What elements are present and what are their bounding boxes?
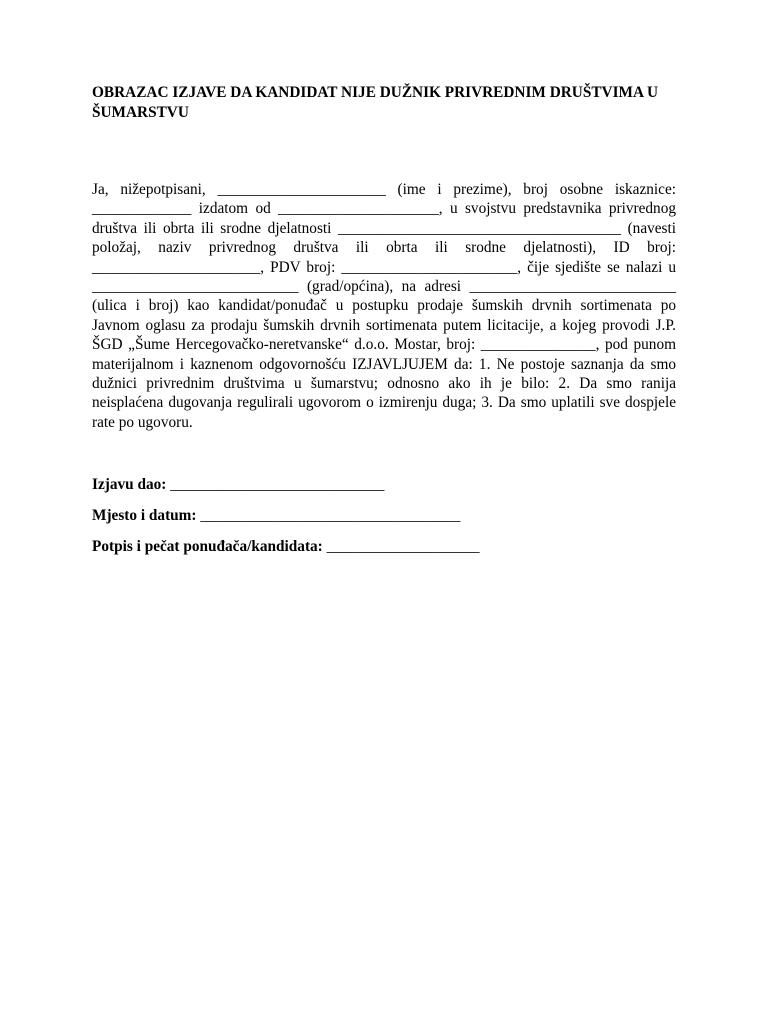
signature-section bbox=[92, 475, 676, 556]
declaration-line: (ulica i broj) kao kandidat/ponuđač u postupku prodaje šumskih drvnih sortimenata po bbox=[92, 297, 676, 315]
declaration-line: rate po ugovoru. bbox=[92, 413, 193, 431]
signature-label: Potpis i pečat ponuđača/kandidata: bbox=[92, 538, 323, 556]
signature-field-declarant bbox=[92, 475, 676, 494]
declaration-line: ______________________, PDV broj: _______________________, čije sjedište se nalazi u bbox=[92, 258, 676, 276]
declaration-line: ŠGD „Šume Hercegovačko-neretvanske“ d.o.o. Mostar, broj: _______________, pod punom bbox=[92, 336, 676, 354]
signature-label: Izjavu dao: bbox=[92, 476, 167, 494]
signature-blank: ____________________ bbox=[326, 538, 480, 556]
declaration-line: ___________________________ (grad/općina), na adresi ___________________________ bbox=[92, 278, 676, 296]
declaration-line: _____________ izdatom od _____________________, u svojstvu predstavnika privrednog bbox=[92, 200, 676, 218]
declaration-line: materijalnom i kaznenom odgovornošću IZJAVLJUJEM da: 1. Ne postoje saznanja da smo bbox=[92, 355, 676, 373]
declaration-body bbox=[92, 180, 676, 432]
signature-field-stamp bbox=[92, 537, 676, 556]
declaration-line: položaj, naziv privrednog društva ili obrta ili srodne djelatnosti), ID broj: bbox=[92, 239, 676, 257]
declaration-line: Javnom oglasu za prodaju šumskih drvnih sortimenata putem licitacije, a kojeg provodi J.P. bbox=[92, 316, 676, 334]
signature-label: Mjesto i datum: bbox=[92, 507, 197, 525]
signature-field-place-date bbox=[92, 506, 676, 525]
declaration-line: društva ili obrta ili srodne djelatnosti _____________________________________ (navesti bbox=[92, 219, 676, 237]
signature-blank: ____________________________ bbox=[170, 476, 385, 494]
signature-blank: __________________________________ bbox=[200, 507, 461, 525]
document-title-line-2: ŠUMARSTVU bbox=[92, 103, 189, 121]
declaration-line: dužnici privrednim društvima u šumarstvu; odnosno ako ih je bilo: 2. Da smo ranija bbox=[92, 375, 676, 393]
declaration-line: Ja, nižepotpisani, ______________________ (ime i prezime), broj osobne iskaznice: bbox=[92, 181, 676, 198]
declaration-line: neisplaćena dugovanja regulirali ugovorom o izmirenju duga; 3. Da smo uplatili sve dospjele bbox=[92, 394, 676, 412]
document-title-line-1: OBRAZAC IZJAVE DA KANDIDAT NIJE DUŽNIK PRIVREDNIM DRUŠTVIMA U bbox=[92, 84, 659, 101]
document-title bbox=[92, 83, 676, 122]
